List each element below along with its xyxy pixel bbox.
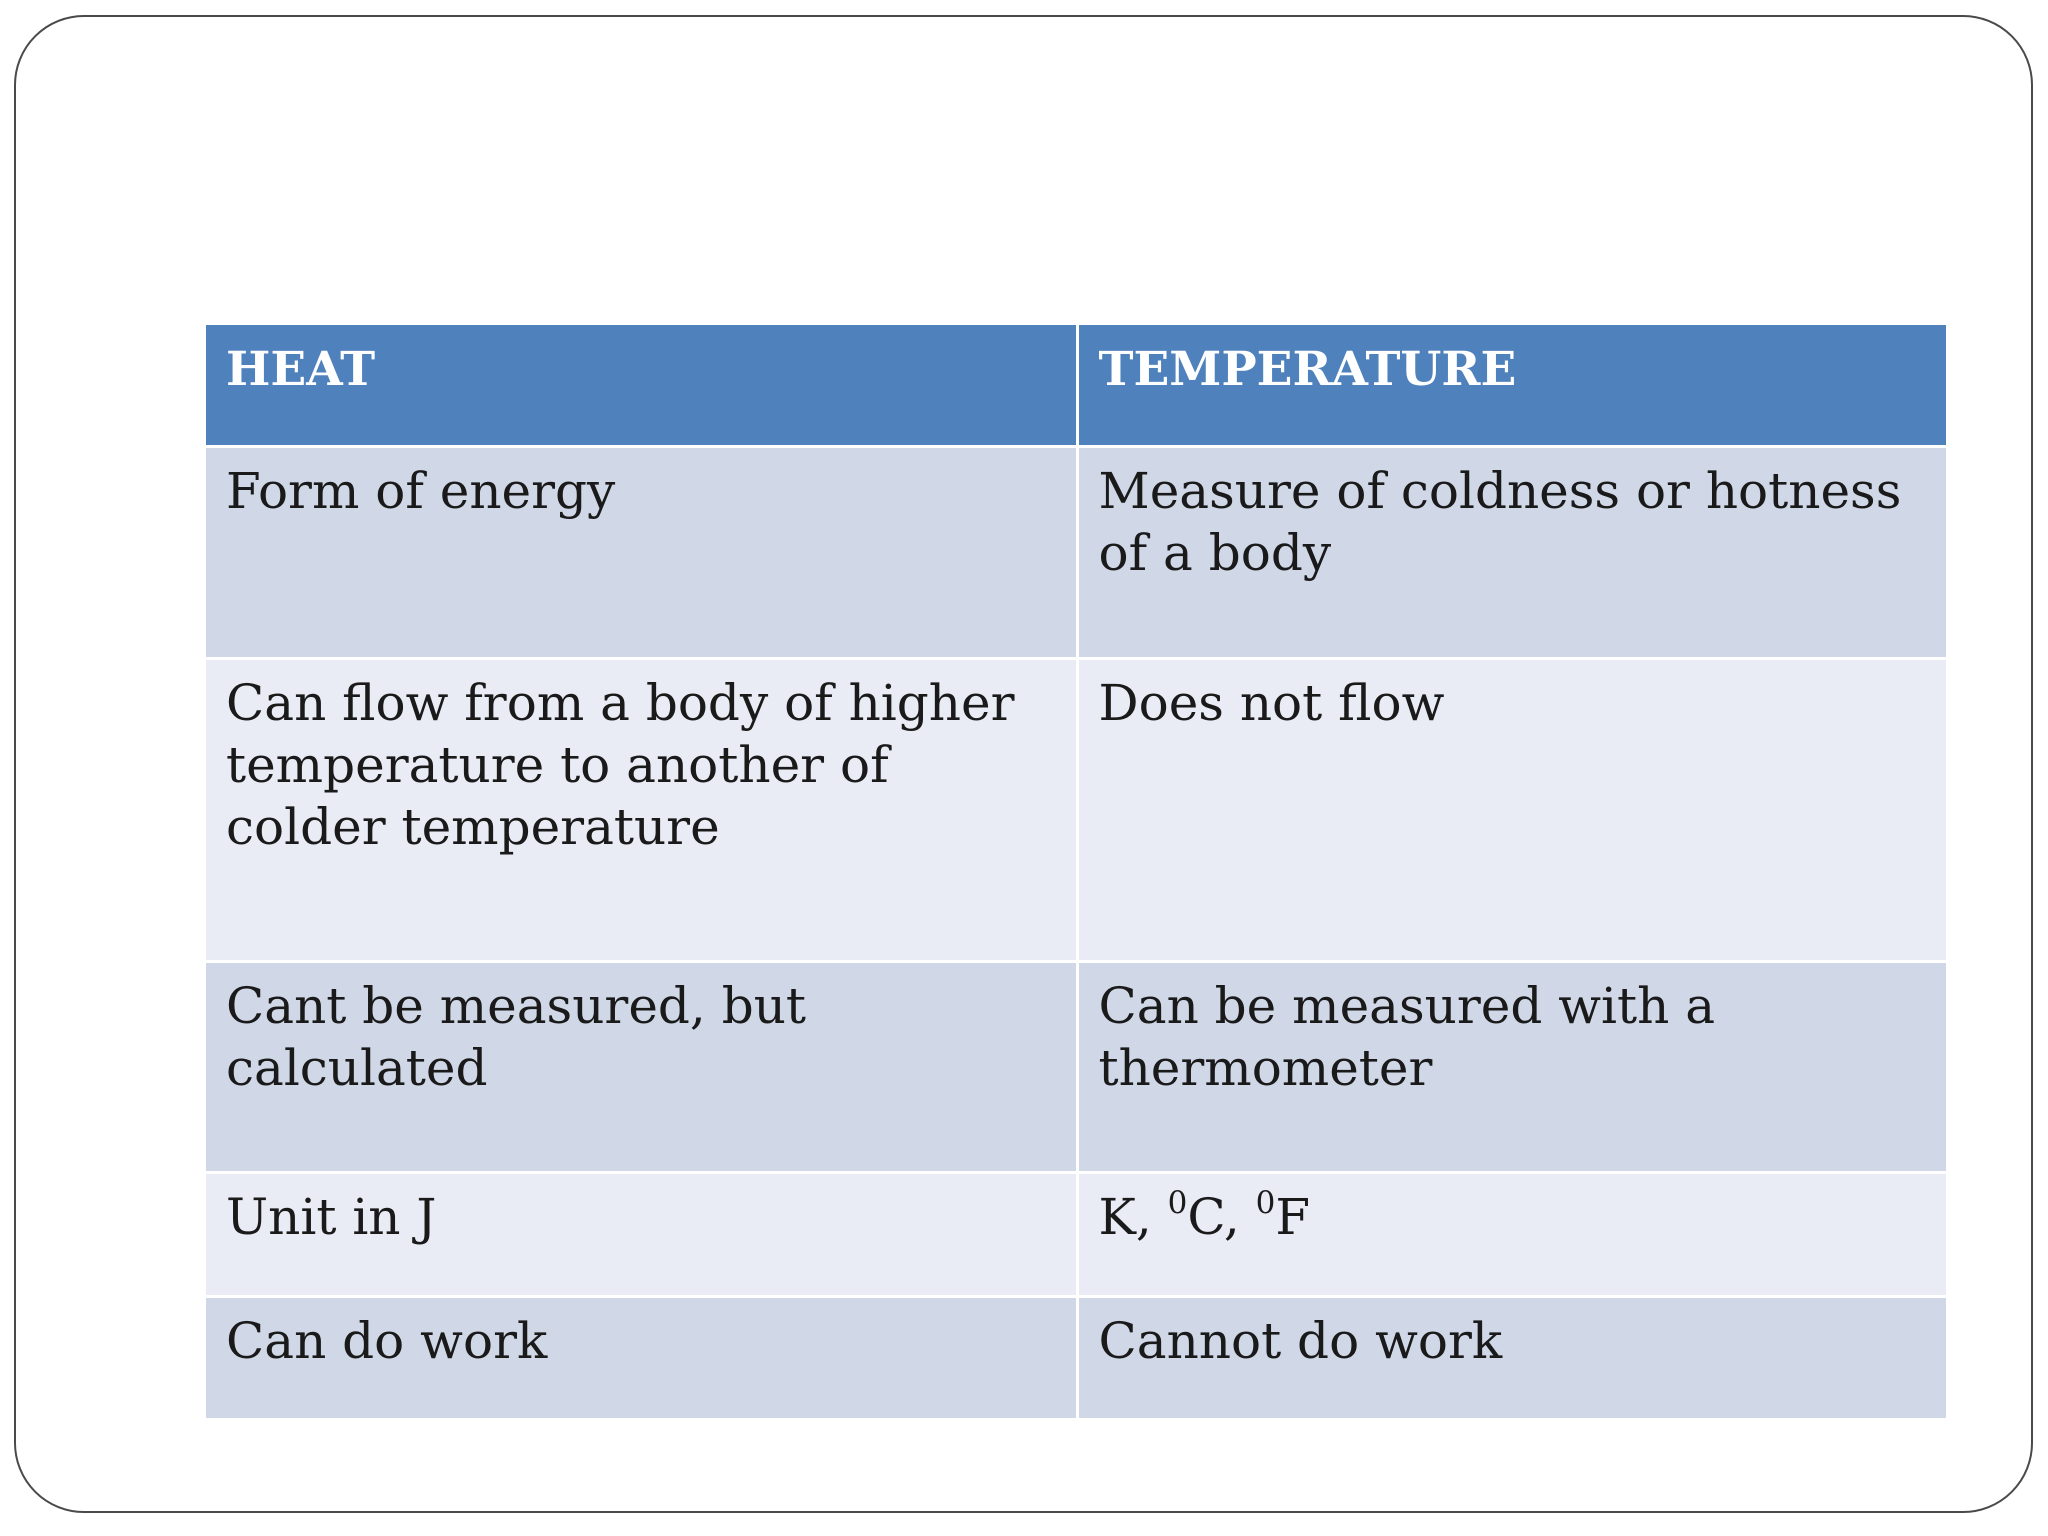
table-header-row bbox=[206, 325, 1946, 446]
temperature-cell bbox=[1077, 1172, 1946, 1296]
temperature-cell: Does not flow bbox=[1077, 658, 1946, 961]
temperature-cell: Can be measured with a thermometer bbox=[1077, 961, 1946, 1172]
header-temperature: TEMPERATURE bbox=[1077, 325, 1946, 446]
heat-vs-temperature-table bbox=[206, 325, 1946, 1418]
table-row bbox=[206, 446, 1946, 658]
heat-cell: Unit in J bbox=[206, 1172, 1077, 1296]
table-row bbox=[206, 1296, 1946, 1418]
heat-cell: Cant be measured, but calculated bbox=[206, 961, 1077, 1172]
table-row bbox=[206, 961, 1946, 1172]
degree-superscript: 0 bbox=[1255, 1184, 1276, 1221]
temperature-cell: Measure of coldness or hotness of a body bbox=[1077, 446, 1946, 658]
unit-fahrenheit: F bbox=[1275, 1187, 1311, 1246]
heat-cell: Form of energy bbox=[206, 446, 1077, 658]
header-heat: HEAT bbox=[206, 325, 1077, 446]
temperature-cell: Cannot do work bbox=[1077, 1296, 1946, 1418]
unit-celsius: C, bbox=[1187, 1187, 1240, 1246]
unit-kelvin: K, bbox=[1098, 1187, 1152, 1246]
degree-superscript: 0 bbox=[1167, 1184, 1188, 1221]
heat-cell: Can do work bbox=[206, 1296, 1077, 1418]
table-row bbox=[206, 1172, 1946, 1296]
table-row bbox=[206, 658, 1946, 961]
heat-cell: Can flow from a body of higher temperature to another of colder temperature bbox=[206, 658, 1077, 961]
